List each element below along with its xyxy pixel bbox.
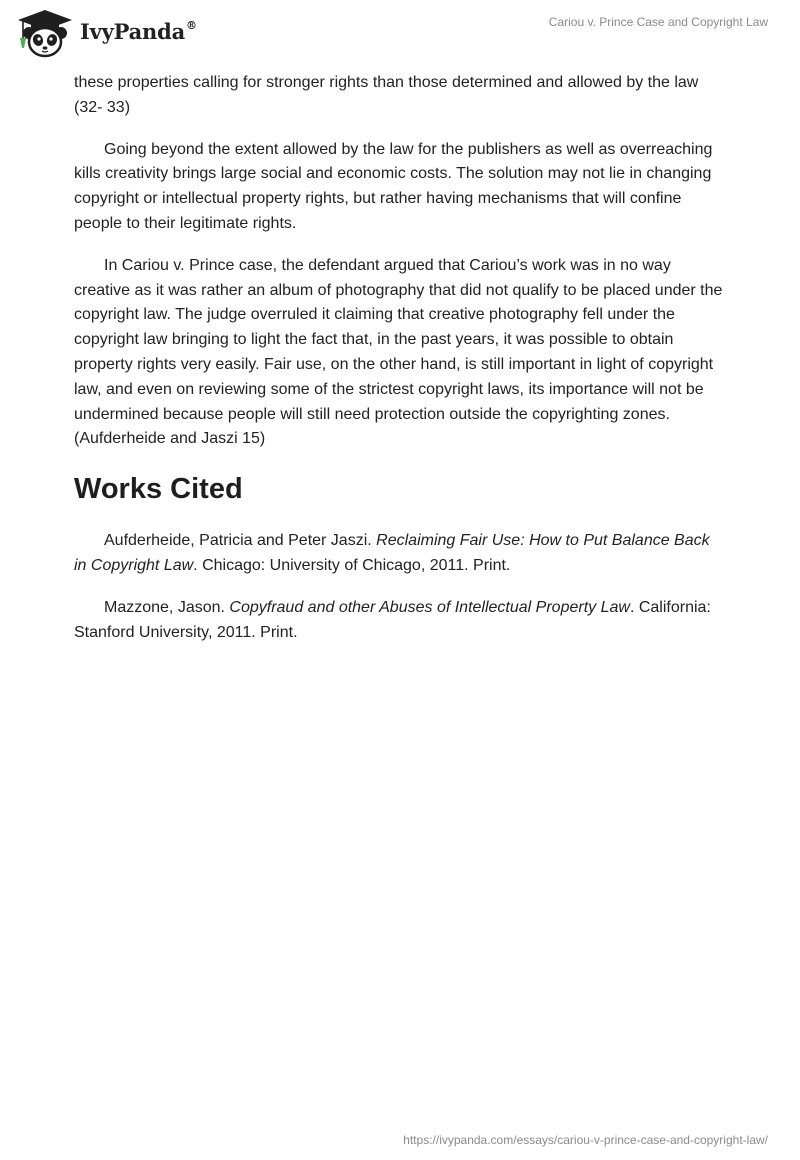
continuation-paragraph: these properties calling for stronger rights than those determined and allowed by the law (32- 33) [74,74,699,116]
body-paragraph: In Cariou v. Prince case, the defendant argued that Cariou’s work was in no way creative as it was rather an album of photography that did not qualify to be placed under the copyright law. The judge overruled it claiming that creative photography fell under the copyright law bringing to light the fact that, in the past years, it was possible to obtain property rights very easily. Fair use, on the other hand, is still important in light of copyright law, and even on reviewing some of the strictest copyright laws, its importance will not be undermined because people will still need protection outside the copyrighting zones. (Aufderheide and Jaszi 15) [74,256,723,448]
citation-entry [74,596,726,646]
citation-title: Reclaiming Fair Use: How to Put Balance Back in Copyright Law [74,532,710,574]
citation-author: Aufderheide, Patricia and Peter Jaszi. [104,532,377,550]
source-url[interactable]: https://ivypanda.com/essays/cariou-v-prince-case-and-copyright-law/ [403,1133,768,1147]
essay-content [74,71,726,662]
registered-mark: ® [186,19,197,32]
body-paragraph: Going beyond the extent allowed by the law for the publishers as well as overreaching kills creativity brings large social and economic costs. The solution may not lie in changing copyright or intellectual property rights, but rather having mechanisms that will confine people to their legitimate rights. [74,140,713,232]
citation-title: Copyfraud and other Abuses of Intellectual Property Law [229,598,630,616]
citation-entry [74,529,726,579]
citation-author: Mazzone, Jason. [104,598,230,616]
page-header [0,0,800,70]
citation-details: . California: Stanford University, 2011. Print. [74,598,711,641]
citation-details: . Chicago: University of Chicago, 2011. Print. [193,556,511,574]
panda-graduate-icon[interactable] [14,8,76,60]
document-title: Cariou v. Prince Case and Copyright Law [548,15,768,29]
works-cited-heading: Works Cited [74,473,243,506]
brand-name[interactable]: IvyPanda® [80,19,197,44]
